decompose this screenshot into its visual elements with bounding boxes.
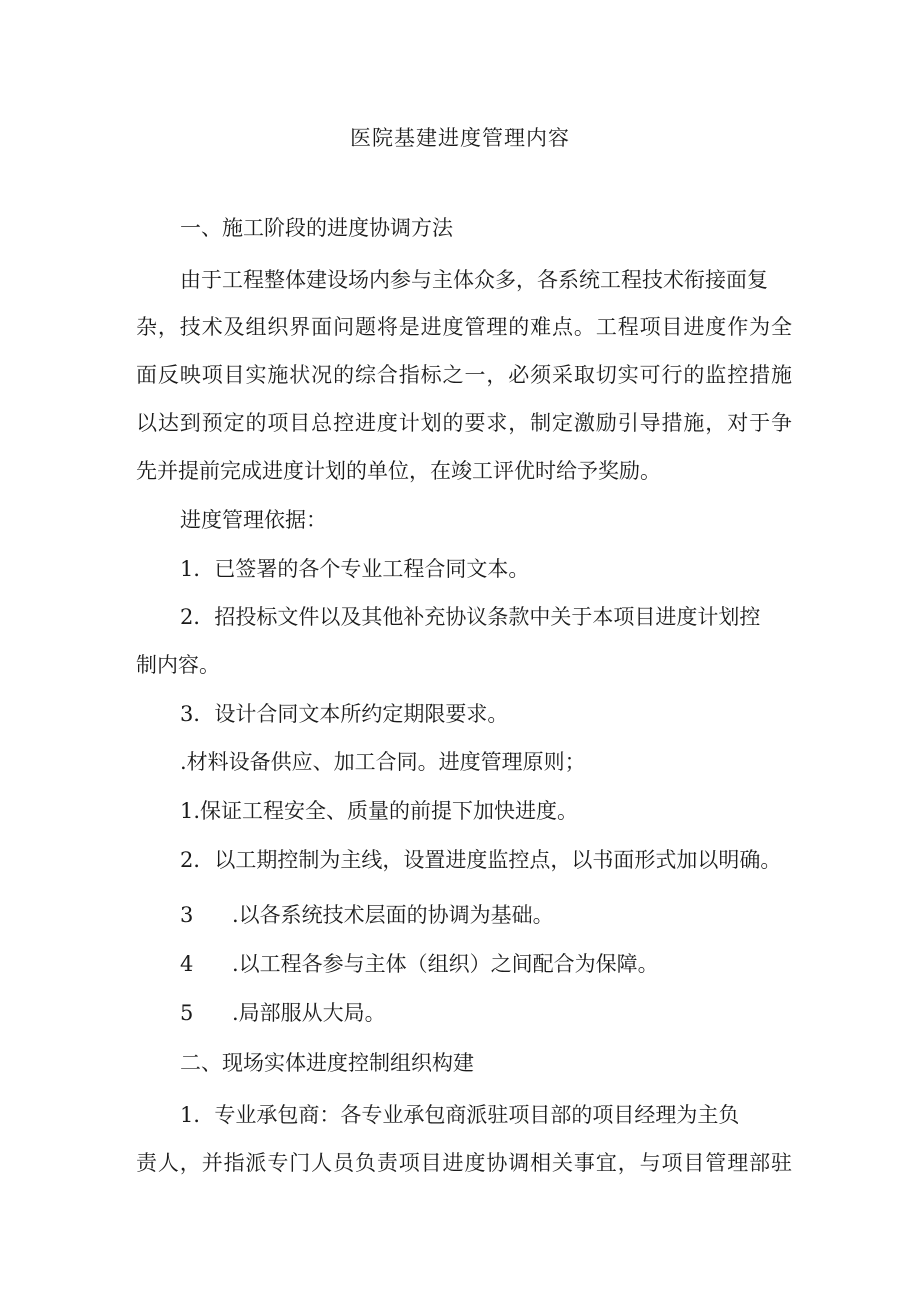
list-item: 2．招投标文件以及其他补充协议条款中关于本项目进度计划控 bbox=[180, 605, 761, 629]
paragraph-line: 1．专业承包商：各专业承包商派驻项目部的项目经理为主负 bbox=[180, 1103, 740, 1127]
principle-item: 1.保证工程安全、质量的前提下加快进度。 bbox=[180, 799, 579, 823]
paragraph-line: 面反映项目实施状况的综合指标之一，必须采取切实可行的监控措施 bbox=[136, 363, 792, 387]
basis-heading: 进度管理依据： bbox=[180, 508, 327, 532]
paragraph-line: 责人，并指派专门人员负责项目进度协调相关事宜，与项目管理部驻 bbox=[136, 1151, 792, 1175]
paragraph-line: 杂，技术及组织界面问题将是进度管理的难点。工程项目进度作为全 bbox=[136, 315, 792, 339]
document-title: 医院基建进度管理内容 bbox=[350, 126, 570, 150]
paragraph-line: 先并提前完成进度计划的单位，在竣工评优时给予奖励。 bbox=[136, 459, 661, 483]
principle-text: .局部服从大局。 bbox=[232, 1001, 386, 1025]
principle-number: 4 bbox=[180, 952, 194, 976]
paragraph-line: 由于工程整体建设场内参与主体众多，各系统工程技术衔接面复 bbox=[180, 268, 768, 292]
principle-item: 2．以工期控制为主线，设置进度监控点，以书面形式加以明确。 bbox=[180, 848, 782, 872]
section-heading-1: 一、施工阶段的进度协调方法 bbox=[180, 216, 453, 240]
principle-text: .以各系统技术层面的协调为基础。 bbox=[232, 903, 554, 927]
list-item: 3．设计合同文本所约定期限要求。 bbox=[180, 702, 509, 726]
principle-number: 3 bbox=[180, 903, 194, 927]
list-item: 1．已签署的各个专业工程合同文本。 bbox=[180, 557, 530, 581]
principle-text: .以工程各参与主体（组织）之间配合为保障。 bbox=[232, 952, 659, 976]
list-item: .材料设备供应、加工合同。进度管理原则； bbox=[180, 750, 586, 774]
paragraph-line: 以达到预定的项目总控进度计划的要求，制定激励引导措施，对于争 bbox=[136, 411, 792, 435]
principle-number: 5 bbox=[180, 1001, 194, 1025]
list-item-continuation: 制内容。 bbox=[136, 653, 220, 677]
section-heading-2: 二、现场实体进度控制组织构建 bbox=[180, 1051, 474, 1075]
